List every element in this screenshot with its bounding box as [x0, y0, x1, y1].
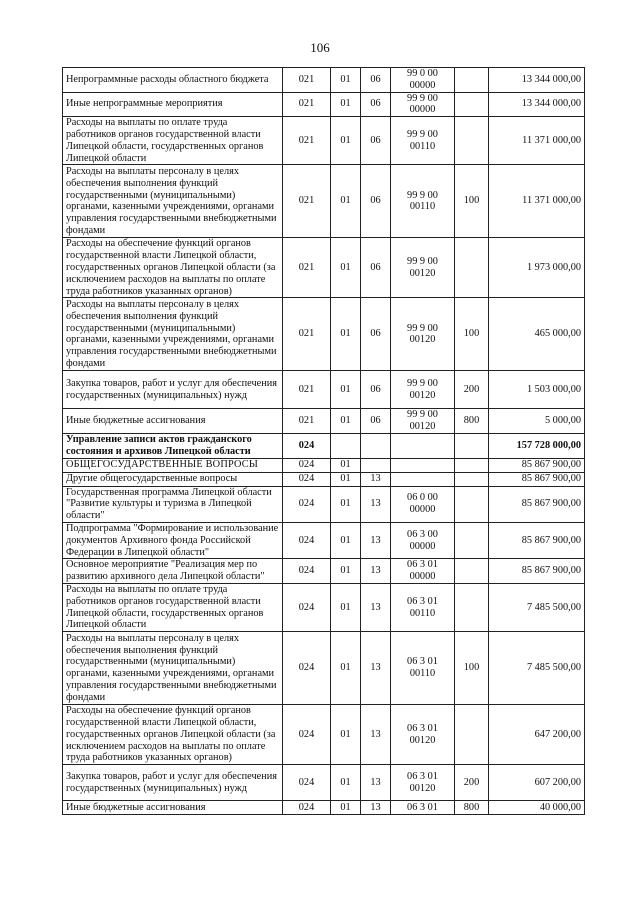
row-amount: 1 503 000,00 — [489, 371, 585, 409]
table-row — [63, 68, 585, 93]
row-name: Непрограммные расходы областного бюджета — [63, 68, 283, 93]
row-target-article: 99 0 00 00000 — [391, 68, 455, 93]
row-name: Расходы на выплаты персоналу в целях обеспечения выполнения функций государственными (муниципальными) органами, казенными учреждениями, органами управления государственными внебюджетными фондами — [63, 298, 283, 371]
row-expense-type — [455, 522, 489, 558]
row-expense-type: 800 — [455, 801, 489, 815]
row-subsection-code: 06 — [361, 92, 391, 117]
row-expense-type — [455, 705, 489, 765]
row-target-article: 99 9 00 00120 — [391, 238, 455, 298]
row-target-article: 06 0 00 00000 — [391, 486, 455, 522]
row-target-article: 06 3 01 00120 — [391, 705, 455, 765]
row-subsection-code: 13 — [361, 472, 391, 486]
row-ministry-code: 024 — [283, 433, 331, 458]
table-row — [63, 298, 585, 371]
table-row — [63, 92, 585, 117]
row-amount: 5 000,00 — [489, 409, 585, 434]
row-ministry-code: 021 — [283, 68, 331, 93]
row-target-article: 99 9 00 00120 — [391, 409, 455, 434]
table-row — [63, 801, 585, 815]
row-section-code: 01 — [331, 409, 361, 434]
row-expense-type — [455, 583, 489, 631]
row-section-code: 01 — [331, 486, 361, 522]
table-row — [63, 765, 585, 801]
row-subsection-code: 13 — [361, 705, 391, 765]
page-number: 106 — [310, 40, 330, 55]
row-name: Иные бюджетные ассигнования — [63, 801, 283, 815]
table-row — [63, 522, 585, 558]
table-row — [63, 486, 585, 522]
row-ministry-code: 021 — [283, 238, 331, 298]
row-subsection-code: 13 — [361, 632, 391, 705]
table-row — [63, 117, 585, 165]
row-ministry-code: 024 — [283, 472, 331, 486]
row-section-code: 01 — [331, 705, 361, 765]
row-target-article: 06 3 01 00110 — [391, 632, 455, 705]
row-ministry-code: 024 — [283, 486, 331, 522]
row-name: Основное мероприятие "Реализация мер по развитию архивного дела Липецкой области" — [63, 559, 283, 584]
row-subsection-code: 13 — [361, 583, 391, 631]
row-amount: 85 867 900,00 — [489, 559, 585, 584]
row-amount: 85 867 900,00 — [489, 472, 585, 486]
row-expense-type — [455, 433, 489, 458]
row-target-article: 06 3 01 — [391, 801, 455, 815]
row-ministry-code: 024 — [283, 801, 331, 815]
row-expense-type — [455, 117, 489, 165]
table-row — [63, 165, 585, 238]
row-subsection-code: 06 — [361, 371, 391, 409]
row-section-code: 01 — [331, 238, 361, 298]
row-subsection-code: 13 — [361, 486, 391, 522]
row-name: Расходы на выплаты персоналу в целях обеспечения выполнения функций государственными (муниципальными) органами, казенными учреждениями, органами управления государственными внебюджетными фондами — [63, 632, 283, 705]
row-section-code: 01 — [331, 458, 361, 472]
row-amount: 607 200,00 — [489, 765, 585, 801]
row-target-article: 06 3 01 00120 — [391, 765, 455, 801]
row-ministry-code: 024 — [283, 705, 331, 765]
row-section-code: 01 — [331, 583, 361, 631]
row-target-article: 99 9 00 00120 — [391, 371, 455, 409]
row-target-article: 06 3 01 00110 — [391, 583, 455, 631]
row-ministry-code: 021 — [283, 92, 331, 117]
row-expense-type — [455, 238, 489, 298]
row-name: Закупка товаров, работ и услуг для обеспечения государственных (муниципальных) нужд — [63, 371, 283, 409]
table-row — [63, 583, 585, 631]
row-name: Закупка товаров, работ и услуг для обеспечения государственных (муниципальных) нужд — [63, 765, 283, 801]
row-ministry-code: 024 — [283, 559, 331, 584]
row-subsection-code: 06 — [361, 117, 391, 165]
row-ministry-code: 024 — [283, 522, 331, 558]
row-name: Другие общегосударственные вопросы — [63, 472, 283, 486]
row-ministry-code: 021 — [283, 298, 331, 371]
table-row — [63, 409, 585, 434]
row-subsection-code — [361, 458, 391, 472]
row-target-article: 06 3 00 00000 — [391, 522, 455, 558]
table-row — [63, 559, 585, 584]
row-name: Расходы на выплаты по оплате труда работников органов государственной власти Липецкой области, государственных органов Липецкой области — [63, 583, 283, 631]
row-ministry-code: 021 — [283, 371, 331, 409]
row-expense-type: 100 — [455, 165, 489, 238]
row-amount: 7 485 500,00 — [489, 583, 585, 631]
row-section-code: 01 — [331, 632, 361, 705]
row-subsection-code: 06 — [361, 165, 391, 238]
row-section-code: 01 — [331, 298, 361, 371]
table-row — [63, 472, 585, 486]
row-amount: 85 867 900,00 — [489, 522, 585, 558]
row-expense-type — [455, 92, 489, 117]
row-section-code: 01 — [331, 371, 361, 409]
row-expense-type: 200 — [455, 371, 489, 409]
row-subsection-code: 06 — [361, 298, 391, 371]
row-target-article — [391, 472, 455, 486]
row-subsection-code: 06 — [361, 238, 391, 298]
row-name: Расходы на выплаты по оплате труда работников органов государственной власти Липецкой области, государственных органов Липецкой области — [63, 117, 283, 165]
row-subsection-code: 06 — [361, 68, 391, 93]
row-expense-type: 100 — [455, 632, 489, 705]
row-section-code: 01 — [331, 522, 361, 558]
row-amount: 7 485 500,00 — [489, 632, 585, 705]
row-section-code: 01 — [331, 68, 361, 93]
row-ministry-code: 021 — [283, 117, 331, 165]
row-ministry-code: 024 — [283, 765, 331, 801]
row-expense-type — [455, 458, 489, 472]
row-amount: 13 344 000,00 — [489, 68, 585, 93]
row-name: Иные непрограммные мероприятия — [63, 92, 283, 117]
row-amount: 11 371 000,00 — [489, 165, 585, 238]
table-body — [63, 68, 585, 815]
row-target-article — [391, 433, 455, 458]
row-name: ОБЩЕГОСУДАРСТВЕННЫЕ ВОПРОСЫ — [63, 458, 283, 472]
table-row — [63, 458, 585, 472]
table-row — [63, 632, 585, 705]
row-section-code: 01 — [331, 117, 361, 165]
row-section-code — [331, 433, 361, 458]
row-section-code: 01 — [331, 92, 361, 117]
row-expense-type: 100 — [455, 298, 489, 371]
row-section-code: 01 — [331, 559, 361, 584]
row-target-article: 06 3 01 00000 — [391, 559, 455, 584]
row-amount: 85 867 900,00 — [489, 486, 585, 522]
row-target-article: 99 9 00 00110 — [391, 165, 455, 238]
row-section-code: 01 — [331, 765, 361, 801]
row-target-article: 99 9 00 00120 — [391, 298, 455, 371]
row-target-article: 99 9 00 00110 — [391, 117, 455, 165]
row-name: Расходы на обеспечение функций органов государственной власти Липецкой области, государственных органов Липецкой области (за исключением расходов на выплаты по оплате труда работников указанных органов) — [63, 238, 283, 298]
row-section-code: 01 — [331, 801, 361, 815]
row-subsection-code — [361, 433, 391, 458]
row-ministry-code: 024 — [283, 632, 331, 705]
row-subsection-code: 13 — [361, 765, 391, 801]
row-name: Иные бюджетные ассигнования — [63, 409, 283, 434]
row-section-code: 01 — [331, 165, 361, 238]
table-row — [63, 433, 585, 458]
row-ministry-code: 021 — [283, 409, 331, 434]
row-expense-type: 200 — [455, 765, 489, 801]
row-amount: 85 867 900,00 — [489, 458, 585, 472]
row-subsection-code: 13 — [361, 559, 391, 584]
row-target-article — [391, 458, 455, 472]
row-subsection-code: 13 — [361, 522, 391, 558]
table-row — [63, 238, 585, 298]
row-name: Государственная программа Липецкой области "Развитие культуры и туризма в Липецкой области" — [63, 486, 283, 522]
row-expense-type — [455, 486, 489, 522]
row-name: Расходы на выплаты персоналу в целях обеспечения выполнения функций государственными (муниципальными) органами, казенными учреждениями, органами управления государственными внебюджетными фондами — [63, 165, 283, 238]
row-amount: 40 000,00 — [489, 801, 585, 815]
row-amount: 13 344 000,00 — [489, 92, 585, 117]
row-amount: 157 728 000,00 — [489, 433, 585, 458]
row-ministry-code: 024 — [283, 583, 331, 631]
row-amount: 11 371 000,00 — [489, 117, 585, 165]
table-row — [63, 371, 585, 409]
row-ministry-code: 024 — [283, 458, 331, 472]
budget-table — [62, 67, 585, 815]
row-name: Расходы на обеспечение функций органов государственной власти Липецкой области, государственных органов Липецкой области (за исключением расходов на выплаты по оплате труда работников указанных органов) — [63, 705, 283, 765]
row-ministry-code: 021 — [283, 165, 331, 238]
row-expense-type — [455, 559, 489, 584]
row-amount: 647 200,00 — [489, 705, 585, 765]
row-section-code: 01 — [331, 472, 361, 486]
row-subsection-code: 13 — [361, 801, 391, 815]
table-row — [63, 705, 585, 765]
row-expense-type: 800 — [455, 409, 489, 434]
row-name: Подпрограмма "Формирование и использование документов Архивного фонда Российской Федерации в Липецкой области" — [63, 522, 283, 558]
row-amount: 465 000,00 — [489, 298, 585, 371]
row-target-article: 99 9 00 00000 — [391, 92, 455, 117]
row-subsection-code: 06 — [361, 409, 391, 434]
row-name: Управление записи актов гражданского состояния и архивов Липецкой области — [63, 433, 283, 458]
row-amount: 1 973 000,00 — [489, 238, 585, 298]
row-expense-type — [455, 472, 489, 486]
row-expense-type — [455, 68, 489, 93]
